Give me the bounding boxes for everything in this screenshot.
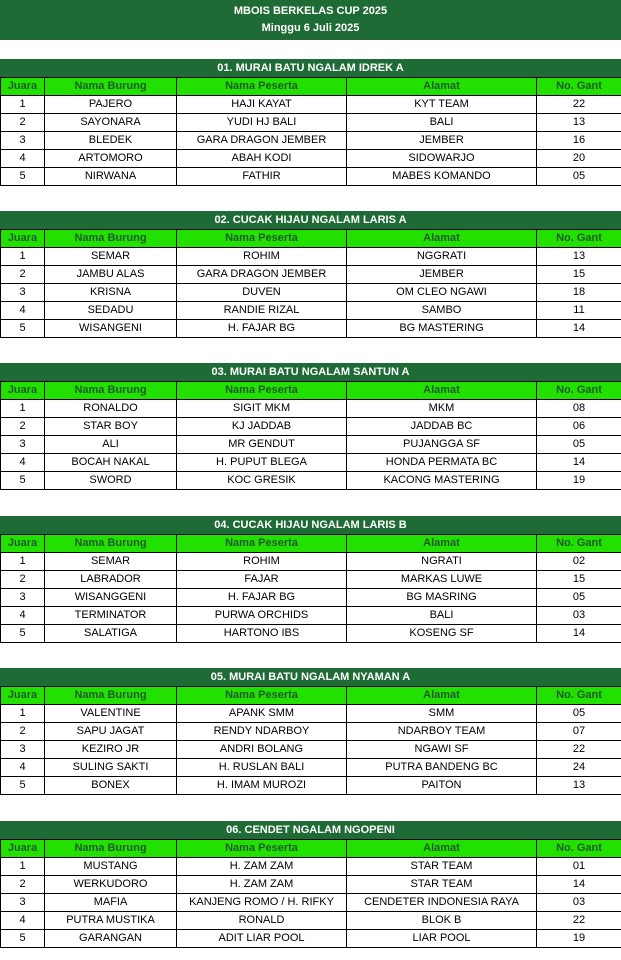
table-row xyxy=(1,472,621,490)
table-row xyxy=(1,553,621,571)
cell-participant: RANDIE RIZAL xyxy=(177,302,347,320)
table-row xyxy=(1,266,621,284)
cell-ring: 05 xyxy=(537,168,621,186)
cell-rank: 3 xyxy=(1,589,45,607)
cell-bird: PAJERO xyxy=(45,96,177,114)
column-header-participant: Nama Peserta xyxy=(177,382,347,400)
cell-ring: 03 xyxy=(537,894,621,912)
cell-bird: ARTOMORO xyxy=(45,150,177,168)
cell-bird: VALENTINE xyxy=(45,705,177,723)
column-header-rank: Juara xyxy=(1,230,45,248)
cell-participant: ROHIM xyxy=(177,248,347,266)
cell-address: MABES KOMANDO xyxy=(347,168,537,186)
cell-ring: 05 xyxy=(537,705,621,723)
cell-address: NGGRATI xyxy=(347,248,537,266)
cell-bird: MAFIA xyxy=(45,894,177,912)
cell-bird: ALI xyxy=(45,436,177,454)
column-header-rank: Juara xyxy=(1,535,45,553)
table-row xyxy=(1,625,621,643)
table-row xyxy=(1,777,621,795)
cell-bird: WISANGENI xyxy=(45,320,177,338)
table-row xyxy=(1,894,621,912)
table-row xyxy=(1,705,621,723)
event-date: Minggu 6 Juli 2025 xyxy=(261,22,360,34)
column-header-rank: Juara xyxy=(1,78,45,96)
table-header-row xyxy=(1,78,621,96)
column-header-address: Alamat xyxy=(347,687,537,705)
category-title: 02. CUCAK HIJAU NGALAM LARIS A xyxy=(0,211,621,229)
cell-ring: 18 xyxy=(537,284,621,302)
cell-bird: GARANGAN xyxy=(45,930,177,948)
cell-bird: MUSTANG xyxy=(45,858,177,876)
cell-rank: 4 xyxy=(1,454,45,472)
cell-bird: SAYONARA xyxy=(45,114,177,132)
table-row xyxy=(1,454,621,472)
results-table xyxy=(0,381,621,490)
cell-address: MARKAS LUWE xyxy=(347,571,537,589)
cell-address: NGRATI xyxy=(347,553,537,571)
column-header-bird: Nama Burung xyxy=(45,840,177,858)
cell-rank: 2 xyxy=(1,876,45,894)
category-section xyxy=(0,363,621,490)
cell-rank: 5 xyxy=(1,320,45,338)
cell-participant: APANK SMM xyxy=(177,705,347,723)
cell-participant: H. ZAM ZAM xyxy=(177,858,347,876)
table-row xyxy=(1,759,621,777)
cell-participant: ADIT LIAR POOL xyxy=(177,930,347,948)
cell-ring: 03 xyxy=(537,607,621,625)
cell-participant: YUDI HJ BALI xyxy=(177,114,347,132)
cell-bird: NIRWANA xyxy=(45,168,177,186)
cell-rank: 4 xyxy=(1,302,45,320)
column-header-bird: Nama Burung xyxy=(45,382,177,400)
cell-rank: 5 xyxy=(1,168,45,186)
page-header xyxy=(0,0,621,40)
results-table xyxy=(0,534,621,643)
column-header-participant: Nama Peserta xyxy=(177,230,347,248)
cell-rank: 5 xyxy=(1,777,45,795)
cell-rank: 5 xyxy=(1,930,45,948)
cell-ring: 05 xyxy=(537,589,621,607)
cell-bird: SAPU JAGAT xyxy=(45,723,177,741)
column-header-participant: Nama Peserta xyxy=(177,840,347,858)
cell-address: SMM xyxy=(347,705,537,723)
cell-rank: 5 xyxy=(1,625,45,643)
table-row xyxy=(1,168,621,186)
category-title: 03. MURAI BATU NGALAM SANTUN A xyxy=(0,363,621,381)
cell-rank: 4 xyxy=(1,607,45,625)
cell-bird: BOCAH NAKAL xyxy=(45,454,177,472)
cell-participant: H. RUSLAN BALI xyxy=(177,759,347,777)
cell-ring: 08 xyxy=(537,400,621,418)
column-header-ring: No. Gant xyxy=(537,840,621,858)
cell-bird: KRISNA xyxy=(45,284,177,302)
column-header-bird: Nama Burung xyxy=(45,687,177,705)
cell-ring: 15 xyxy=(537,266,621,284)
cell-rank: 1 xyxy=(1,553,45,571)
cell-ring: 22 xyxy=(537,96,621,114)
category-section xyxy=(0,59,621,186)
category-section xyxy=(0,668,621,795)
cell-address: MKM xyxy=(347,400,537,418)
cell-bird: PUTRA MUSTIKA xyxy=(45,912,177,930)
cell-ring: 11 xyxy=(537,302,621,320)
table-row xyxy=(1,150,621,168)
column-header-participant: Nama Peserta xyxy=(177,687,347,705)
cell-address: LIAR POOL xyxy=(347,930,537,948)
cell-bird: LABRADOR xyxy=(45,571,177,589)
cell-participant: GARA DRAGON JEMBER xyxy=(177,132,347,150)
cell-address: NGAWI SF xyxy=(347,741,537,759)
cell-address: KYT TEAM xyxy=(347,96,537,114)
column-header-address: Alamat xyxy=(347,78,537,96)
cell-address: PUJANGGA SF xyxy=(347,436,537,454)
category-title: 05. MURAI BATU NGALAM NYAMAN A xyxy=(0,668,621,686)
results-table xyxy=(0,77,621,186)
cell-address: JEMBER xyxy=(347,132,537,150)
cell-address: CENDETER INDONESIA RAYA xyxy=(347,894,537,912)
table-row xyxy=(1,248,621,266)
column-header-address: Alamat xyxy=(347,535,537,553)
column-header-rank: Juara xyxy=(1,687,45,705)
table-row xyxy=(1,436,621,454)
cell-bird: WERKUDORO xyxy=(45,876,177,894)
column-header-bird: Nama Burung xyxy=(45,230,177,248)
cell-address: HONDA PERMATA BC xyxy=(347,454,537,472)
cell-ring: 02 xyxy=(537,553,621,571)
cell-participant: H. ZAM ZAM xyxy=(177,876,347,894)
results-table xyxy=(0,686,621,795)
results-table xyxy=(0,839,621,948)
table-row xyxy=(1,858,621,876)
cell-ring: 01 xyxy=(537,858,621,876)
category-title: 01. MURAI BATU NGALAM IDREK A xyxy=(0,59,621,77)
cell-rank: 3 xyxy=(1,894,45,912)
cell-ring: 07 xyxy=(537,723,621,741)
cell-ring: 14 xyxy=(537,320,621,338)
category-section xyxy=(0,821,621,948)
cell-address: KOSENG SF xyxy=(347,625,537,643)
table-row xyxy=(1,96,621,114)
cell-rank: 1 xyxy=(1,400,45,418)
cell-rank: 2 xyxy=(1,571,45,589)
cell-rank: 3 xyxy=(1,284,45,302)
column-header-ring: No. Gant xyxy=(537,78,621,96)
cell-participant: ABAH KODI xyxy=(177,150,347,168)
cell-participant: RENDY NDARBOY xyxy=(177,723,347,741)
column-header-address: Alamat xyxy=(347,840,537,858)
cell-rank: 5 xyxy=(1,472,45,490)
cell-address: SAMBO xyxy=(347,302,537,320)
cell-ring: 14 xyxy=(537,625,621,643)
cell-participant: H. FAJAR BG xyxy=(177,320,347,338)
cell-address: KACONG MASTERING xyxy=(347,472,537,490)
cell-participant: PURWA ORCHIDS xyxy=(177,607,347,625)
cell-participant: KANJENG ROMO / H. RIFKY xyxy=(177,894,347,912)
table-row xyxy=(1,418,621,436)
cell-participant: H. FAJAR BG xyxy=(177,589,347,607)
cell-bird: SWORD xyxy=(45,472,177,490)
table-row xyxy=(1,912,621,930)
table-row xyxy=(1,876,621,894)
table-header-row xyxy=(1,230,621,248)
table-row xyxy=(1,114,621,132)
table-row xyxy=(1,320,621,338)
cell-rank: 3 xyxy=(1,132,45,150)
cell-bird: RONALDO xyxy=(45,400,177,418)
cell-address: BLOK B xyxy=(347,912,537,930)
cell-ring: 06 xyxy=(537,418,621,436)
cell-address: BALI xyxy=(347,607,537,625)
cell-address: PAITON xyxy=(347,777,537,795)
cell-bird: WISANGGENI xyxy=(45,589,177,607)
cell-participant: ANDRI BOLANG xyxy=(177,741,347,759)
table-header-row xyxy=(1,687,621,705)
category-title: 04. CUCAK HIJAU NGALAM LARIS B xyxy=(0,516,621,534)
cell-bird: BONEX xyxy=(45,777,177,795)
cell-address: BG MASRING xyxy=(347,589,537,607)
cell-rank: 2 xyxy=(1,418,45,436)
table-row xyxy=(1,607,621,625)
cell-rank: 1 xyxy=(1,858,45,876)
cell-address: NDARBOY TEAM xyxy=(347,723,537,741)
column-header-ring: No. Gant xyxy=(537,230,621,248)
cell-bird: SALATIGA xyxy=(45,625,177,643)
column-header-ring: No. Gant xyxy=(537,535,621,553)
cell-ring: 19 xyxy=(537,472,621,490)
cell-ring: 14 xyxy=(537,876,621,894)
cell-participant: HARTONO IBS xyxy=(177,625,347,643)
column-header-bird: Nama Burung xyxy=(45,78,177,96)
category-section xyxy=(0,211,621,338)
table-row xyxy=(1,930,621,948)
cell-address: SIDOWARJO xyxy=(347,150,537,168)
cell-ring: 19 xyxy=(537,930,621,948)
table-row xyxy=(1,400,621,418)
cell-bird: TERMINATOR xyxy=(45,607,177,625)
cell-participant: ROHIM xyxy=(177,553,347,571)
cell-rank: 4 xyxy=(1,912,45,930)
column-header-address: Alamat xyxy=(347,230,537,248)
cell-participant: SIGIT MKM xyxy=(177,400,347,418)
cell-participant: H. IMAM MUROZI xyxy=(177,777,347,795)
cell-ring: 20 xyxy=(537,150,621,168)
category-title: 06. CENDET NGALAM NGOPENI xyxy=(0,821,621,839)
cell-bird: JAMBU ALAS xyxy=(45,266,177,284)
table-header-row xyxy=(1,535,621,553)
cell-address: BALI xyxy=(347,114,537,132)
table-header-row xyxy=(1,382,621,400)
cell-address: STAR TEAM xyxy=(347,876,537,894)
cell-address: JEMBER xyxy=(347,266,537,284)
table-row xyxy=(1,741,621,759)
table-row xyxy=(1,284,621,302)
cell-ring: 15 xyxy=(537,571,621,589)
column-header-ring: No. Gant xyxy=(537,382,621,400)
cell-ring: 16 xyxy=(537,132,621,150)
results-table xyxy=(0,229,621,338)
event-title: MBOIS BERKELAS CUP 2025 xyxy=(233,5,388,17)
cell-bird: STAR BOY xyxy=(45,418,177,436)
cell-participant: KOC GRESIK xyxy=(177,472,347,490)
cell-participant: MR GENDUT xyxy=(177,436,347,454)
cell-rank: 1 xyxy=(1,248,45,266)
cell-address: OM CLEO NGAWI xyxy=(347,284,537,302)
cell-participant: DUVEN xyxy=(177,284,347,302)
cell-bird: SEMAR xyxy=(45,553,177,571)
table-row xyxy=(1,302,621,320)
cell-rank: 4 xyxy=(1,759,45,777)
table-row xyxy=(1,723,621,741)
column-header-participant: Nama Peserta xyxy=(177,78,347,96)
cell-bird: SEDADU xyxy=(45,302,177,320)
cell-bird: KEZIRO JR xyxy=(45,741,177,759)
cell-rank: 2 xyxy=(1,266,45,284)
column-header-ring: No. Gant xyxy=(537,687,621,705)
cell-bird: SEMAR xyxy=(45,248,177,266)
cell-participant: FATHIR xyxy=(177,168,347,186)
cell-bird: SULING SAKTI xyxy=(45,759,177,777)
table-header-row xyxy=(1,840,621,858)
category-section xyxy=(0,516,621,643)
cell-ring: 22 xyxy=(537,912,621,930)
cell-ring: 22 xyxy=(537,741,621,759)
cell-rank: 2 xyxy=(1,723,45,741)
column-header-rank: Juara xyxy=(1,382,45,400)
cell-address: PUTRA BANDENG BC xyxy=(347,759,537,777)
cell-rank: 1 xyxy=(1,705,45,723)
cell-rank: 4 xyxy=(1,150,45,168)
table-row xyxy=(1,589,621,607)
cell-bird: BLEDEK xyxy=(45,132,177,150)
cell-participant: RONALD xyxy=(177,912,347,930)
column-header-bird: Nama Burung xyxy=(45,535,177,553)
column-header-participant: Nama Peserta xyxy=(177,535,347,553)
cell-participant: HAJI KAYAT xyxy=(177,96,347,114)
cell-ring: 14 xyxy=(537,454,621,472)
table-row xyxy=(1,132,621,150)
cell-participant: H. PUPUT BLEGA xyxy=(177,454,347,472)
cell-ring: 24 xyxy=(537,759,621,777)
cell-rank: 3 xyxy=(1,436,45,454)
cell-ring: 13 xyxy=(537,777,621,795)
cell-rank: 1 xyxy=(1,96,45,114)
cell-ring: 13 xyxy=(537,248,621,266)
cell-participant: GARA DRAGON JEMBER xyxy=(177,266,347,284)
cell-rank: 3 xyxy=(1,741,45,759)
cell-address: STAR TEAM xyxy=(347,858,537,876)
column-header-address: Alamat xyxy=(347,382,537,400)
cell-participant: KJ JADDAB xyxy=(177,418,347,436)
cell-address: JADDAB BC xyxy=(347,418,537,436)
cell-ring: 13 xyxy=(537,114,621,132)
cell-ring: 05 xyxy=(537,436,621,454)
cell-rank: 2 xyxy=(1,114,45,132)
cell-participant: FAJAR xyxy=(177,571,347,589)
column-header-rank: Juara xyxy=(1,840,45,858)
table-row xyxy=(1,571,621,589)
cell-address: BG MASTERING xyxy=(347,320,537,338)
